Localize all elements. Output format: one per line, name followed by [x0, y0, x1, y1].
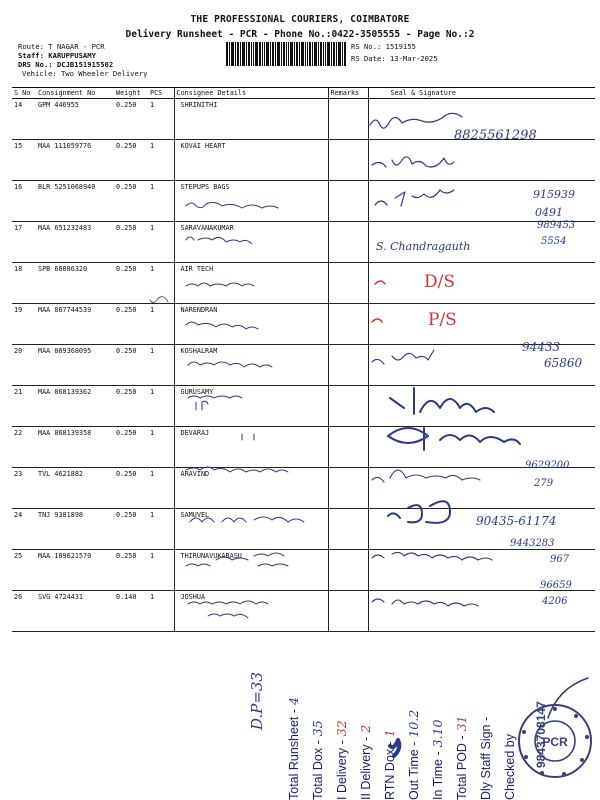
consignment-cell: MAA 869368095 [36, 345, 114, 386]
handwritten-note [188, 396, 242, 410]
handwritten-note [188, 362, 272, 367]
signature-scribble [388, 428, 520, 450]
pcs-cell: 1 [148, 345, 174, 386]
page-subtitle: Delivery Runsheet - PCR - Phone No.:0422-3505555 - Page No.:2 [125, 29, 475, 40]
consignee-cell: AIR TECH [174, 263, 328, 304]
drs-number: DRS No.: DCJB151915502 [18, 60, 114, 69]
header-sno: S No [12, 88, 36, 99]
handwritten-phone: 8825561298 [454, 128, 537, 143]
stamp-number: 9843708147 [534, 701, 548, 768]
pcs-cell: 1 [148, 140, 174, 181]
summary-label: Total POD - [455, 735, 469, 800]
summary-value: 2 [358, 724, 373, 733]
consignment-cell: MAA 868139362 [36, 386, 114, 427]
summary-item [358, 725, 373, 800]
consignment-cell: MAA 868139358 [36, 427, 114, 468]
sno-cell: 20 [12, 345, 36, 386]
header-remarks: Remarks [328, 88, 368, 99]
summary-item [334, 720, 349, 800]
handwritten-phone: 9443283 [510, 538, 555, 549]
sno-cell: 17 [12, 222, 36, 263]
consignment-cell: TVL 4621882 [36, 468, 114, 509]
summary-label: Total Dox - [311, 740, 325, 800]
sno-cell: 23 [12, 468, 36, 509]
summary-label: Out Time - [407, 741, 421, 800]
signature-scribble [372, 552, 492, 560]
weight-cell: 0.140 [114, 591, 148, 632]
pcs-cell: 1 [148, 222, 174, 263]
summary-label: In Time - [431, 751, 445, 800]
consignee-cell: DEVARAJ [174, 427, 328, 468]
summary-label: I Delivery - [335, 740, 349, 800]
pcs-cell: 1 [148, 468, 174, 509]
pcs-cell: 1 [148, 427, 174, 468]
red-ps-mark: P/S [428, 310, 457, 330]
header-pcs: PCS [148, 88, 174, 99]
consignment-cell: GPM 446955 [36, 99, 114, 140]
handwritten-phone: 0491 [535, 206, 563, 219]
handwritten-note [188, 601, 268, 618]
pcs-cell: 1 [148, 99, 174, 140]
summary-value: 31 [454, 715, 469, 732]
stamp-code: PCR [542, 735, 568, 749]
handwritten-note [186, 283, 254, 286]
pcs-cell: 1 [148, 509, 174, 550]
consignee-cell: SARAVANAKUMAR [174, 222, 328, 263]
handwritten-phone: 4206 [542, 596, 568, 607]
consignee-cell: SHRINITHI [174, 99, 328, 140]
handwritten-phone: 5554 [541, 236, 567, 247]
consignment-cell: MAA 109621570 [36, 550, 114, 591]
handwritten-note [242, 434, 254, 440]
summary-label: Total Runsheet - [287, 708, 301, 800]
summary-item [478, 713, 493, 800]
summary-item [502, 730, 517, 800]
consignment-cell: MAA 867744539 [36, 304, 114, 345]
summary-item [406, 710, 421, 800]
summary-value: 10.2 [406, 709, 421, 738]
handwritten-phone: 96659 [540, 580, 572, 591]
weight-cell: 0.250 [114, 181, 148, 222]
weight-cell: 0.250 [114, 468, 148, 509]
pcs-cell: 1 [148, 304, 174, 345]
summary-item [430, 720, 445, 800]
summary-label: RTN Dox - [383, 741, 397, 800]
route-text: Route: T NAGAR - PCR [18, 42, 105, 51]
header-consignment: Consignment No [36, 88, 114, 99]
header-seal: Seal & Signature [368, 88, 595, 99]
consignee-cell: KOSHALRAM [174, 345, 328, 386]
handwritten-phone: 65860 [544, 356, 583, 370]
summary-label: Dly Staff Sign - [479, 716, 493, 800]
sno-cell: 24 [12, 509, 36, 550]
signature-scribble [375, 190, 454, 206]
weight-cell: 0.250 [114, 222, 148, 263]
summary-value: 1 [382, 729, 397, 738]
header-weight: Weight [114, 88, 148, 99]
red-dis-mark: D/S [424, 272, 456, 292]
summary-panel [285, 640, 540, 800]
handwritten-signature-text: S. Chandragauth [376, 240, 471, 253]
consignee-cell: KOVAI HEART [174, 140, 328, 181]
sno-cell: 22 [12, 427, 36, 468]
pcs-cell: 1 [148, 181, 174, 222]
handwritten-phone: 90435-61174 [476, 514, 557, 528]
pcr-stamp [516, 702, 594, 780]
red-mark [375, 281, 385, 284]
pcs-cell: 1 [148, 263, 174, 304]
consignee-cell: SAMUVEL [174, 509, 328, 550]
consignment-cell: BLR 5251068940 [36, 181, 114, 222]
summary-value: 32 [334, 720, 349, 737]
weight-cell: 0.250 [114, 263, 148, 304]
weight-cell: 0.250 [114, 386, 148, 427]
consignee-cell: ARAVIND [174, 468, 328, 509]
signature-scribble [388, 501, 450, 523]
handwritten-note [186, 467, 288, 472]
staff-text: Staff: KARUPPUSAMY [18, 51, 96, 60]
summary-value: 3.10 [430, 719, 445, 748]
consignment-cell: MAA 651232483 [36, 222, 114, 263]
consignment-cell: SVG 4724431 [36, 591, 114, 632]
handwritten-phone: 989453 [537, 220, 576, 231]
header-consignee: Consignee Details [174, 88, 328, 99]
handwritten-note [186, 553, 288, 566]
handwritten-note [186, 322, 258, 329]
signature-scribble [372, 157, 454, 167]
sno-cell: 19 [12, 304, 36, 345]
dp-count-area [248, 650, 272, 730]
consignment-cell: SPB 60086320 [36, 263, 114, 304]
summary-item [286, 697, 301, 800]
signature-scribble [372, 470, 480, 482]
sno-cell: 16 [12, 181, 36, 222]
consignee-cell: NARENDRAN [174, 304, 328, 345]
consignee-cell: GURUSAMY [174, 386, 328, 427]
vehicle-text: Vehicle: Two Wheeler Delivery [22, 69, 148, 78]
weight-cell: 0.250 [114, 550, 148, 591]
handwritten-phone: 279 [534, 478, 554, 489]
rs-number: RS No.: 1519155 [351, 42, 416, 51]
signature-scribble [390, 388, 494, 414]
handwritten-note [190, 517, 304, 522]
handwritten-phone: 94433 [522, 340, 561, 354]
consignment-cell: MAA 111059776 [36, 140, 114, 181]
weight-cell: 0.250 [114, 427, 148, 468]
sno-cell: 14 [12, 99, 36, 140]
weight-cell: 0.250 [114, 99, 148, 140]
sno-cell: 18 [12, 263, 36, 304]
signature-scribble [372, 350, 434, 364]
weight-cell: 0.250 [114, 304, 148, 345]
weight-cell: 0.250 [114, 509, 148, 550]
sno-cell: 25 [12, 550, 36, 591]
summary-item [382, 729, 397, 800]
summary-label: II Delivery - [359, 736, 373, 800]
weight-cell: 0.250 [114, 345, 148, 386]
summary-value: 4 [286, 697, 301, 705]
red-mark [372, 319, 382, 322]
handwritten-note [186, 237, 252, 244]
signature-scribble [370, 113, 462, 128]
consignment-cell: TNJ 9381898 [36, 509, 114, 550]
stamp-number-area [532, 688, 552, 768]
summary-item [454, 715, 469, 800]
consignee-cell: THIRUNAVUKARASU [174, 550, 328, 591]
summary-item [310, 720, 325, 800]
sno-cell: 26 [12, 591, 36, 632]
handwritten-note [186, 202, 278, 208]
weight-cell: 0.250 [114, 140, 148, 181]
consignee-cell: JOSHUA [174, 591, 328, 632]
pcs-cell: 1 [148, 550, 174, 591]
page-title: THE PROFESSIONAL COURIERS, COIMBATORE [190, 14, 410, 25]
blue-check [150, 297, 168, 303]
pcs-cell: 1 [148, 386, 174, 427]
consignee-cell: STEPUPS BAGS [174, 181, 328, 222]
summary-value: 35 [310, 720, 325, 737]
pcs-cell: 1 [148, 591, 174, 632]
sno-cell: 21 [12, 386, 36, 427]
handwritten-phone: 9629200 [525, 460, 570, 471]
handwritten-phone: 967 [550, 554, 570, 565]
handwritten-phone: 915939 [533, 188, 575, 201]
summary-label: Checked by [503, 733, 517, 800]
rs-date: RS Date: 13-Mar-2025 [351, 54, 438, 63]
signature-scribble [372, 599, 478, 606]
sno-cell: 15 [12, 140, 36, 181]
dp-count: D.P=33 [248, 671, 266, 730]
